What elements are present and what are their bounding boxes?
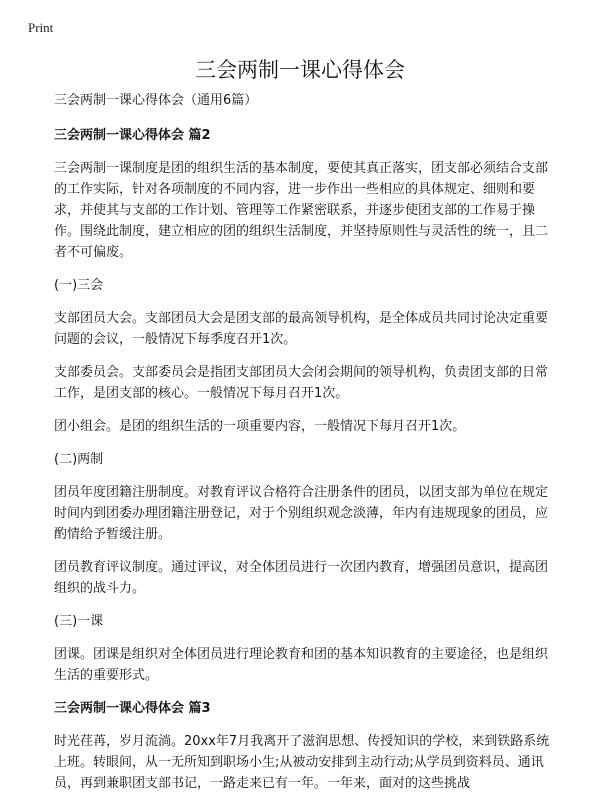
subheading-liangzhi: (二)两制	[54, 452, 104, 467]
page-title: 三会两制一课心得体会	[195, 58, 405, 82]
paragraph-tuanke: 团课。团课是组织对全体团员进行理论教育和团的基本知识教育的主要途径，也是组织生活的重要形式。	[54, 647, 549, 683]
section-heading-2: 三会两制一课心得体会 篇2	[54, 128, 211, 143]
paragraph-zhibu-dahui: 支部团员大会。支部团员大会是团支部的最高领导机构，是全体成员共同讨论决定重要问题的会议，一般情况下每季度召开1次。	[54, 311, 549, 347]
article-body	[54, 90, 550, 806]
article-subtitle: 三会两制一课心得体会（通用6篇）	[54, 93, 258, 108]
paragraph-jiaoyu-pingyi: 团员教育评议制度。通过评议，对全体团员进行一次团内教育，增强团员意识，提高团组织的战斗力。	[54, 560, 549, 596]
paragraph-niandu-zhuce: 团员年度团籍注册制度。对教育评议合格符合注册条件的团员，以团支部为单位在规定时间内到团委办理团籍注册登记，对于个别组织观念淡薄，年内有违规现象的团员，应酌情给予暂缓注册。	[54, 485, 549, 542]
subheading-yike: (三)一课	[54, 614, 104, 629]
subheading-sanhui: (一)三会	[54, 278, 104, 293]
paragraph-tuan-xiaozu: 团小组会。是团的组织生活的一项重要内容，一般情况下每月召开1次。	[54, 419, 466, 434]
paragraph-intro: 三会两制一课制度是团的组织生活的基本制度，要使其真正落实，团支部必须结合支部的工作实际，针对各项制度的不同内容，进一步作出一些相应的具体规定、细则和要求，并使其与支部的工作计划、管理等工作紧密联系，并逐步使团支部的工作易于操作。围绕此制度，建立相应的团的组织生活制度，并坚持原则性与灵活性的统一，且二者不可偏废。	[54, 161, 549, 260]
section-heading-3: 三会两制一课心得体会 篇3	[54, 701, 211, 716]
paragraph-zhibu-weiyuanhui: 支部委员会。支部委员会是指团支部团员大会闭会期间的领导机构，负责团支部的日常工作，是团支部的核心。一般情况下每月召开1次。	[54, 365, 549, 401]
paragraph-p3-first: 时光荏苒，岁月流淌。20xx年7月我离开了滋润思想、传授知识的学校，来到铁路系统上班。转眼间，从一无所知到职场小生;从被动安排到主动行动;从学员到资料员、通讯员，再到兼职团支部书记，一路走来已有一年。一年来，面对的这些挑战	[54, 734, 550, 791]
print-link[interactable]: Print	[28, 20, 54, 35]
